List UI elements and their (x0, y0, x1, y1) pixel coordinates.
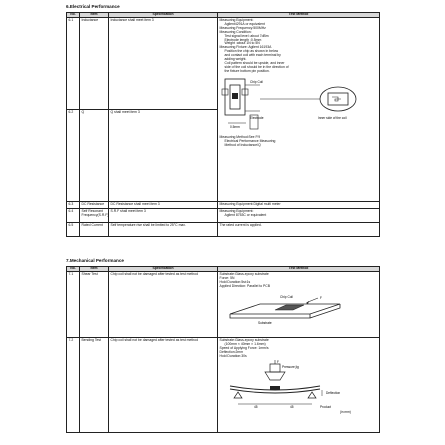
row-spec: DC Resistance shall meet item 3 (109, 202, 218, 209)
row-spec: Inductance shall meet item 3 (109, 18, 218, 110)
col-test-method: Test Method (218, 267, 380, 272)
label-pressure-jig: Pressure jig (281, 364, 299, 369)
shear-test-diagram (220, 290, 350, 326)
row-item: Self Resonant Frequency(S.R.F) (80, 209, 109, 223)
row-test-method (218, 209, 380, 223)
label-chip-coil: Chip Coil (249, 79, 263, 84)
method-line: Force: 5N (219, 275, 235, 280)
row-test-method: Measuring Equipment:Digital multi meter (218, 202, 380, 209)
mechanical-performance-table (66, 266, 380, 433)
inductance-fixture-diagram (220, 75, 370, 135)
row-item: Inductance (80, 18, 109, 110)
method-line: side of the coil should be in the direction of (224, 64, 289, 69)
method-line: Measuring Equipment: (219, 18, 254, 22)
method-line: Measuring Frequency:500MHz (219, 25, 266, 30)
section-title-electrical: 6.Electrical Performance (66, 4, 120, 9)
method-line: Measuring Fixture: Agilent 16193A (219, 45, 272, 50)
method-line: Speed of Applying Force: 1mm/s (219, 345, 269, 350)
col-specification: Specification (109, 13, 218, 18)
row-item: Shear Test (80, 272, 109, 338)
electrical-performance-table (66, 12, 380, 237)
row-spec: Self temperature rise shall be limited to 25°C max. (109, 223, 218, 237)
col-specification: Specification (109, 267, 218, 272)
table-row (67, 338, 380, 433)
label-product: Product (319, 404, 331, 409)
label-inner-side: Inner side of the coil (317, 115, 347, 120)
row-spec: Q shall meet item 3 (109, 110, 218, 202)
row-no: 6.2 (67, 110, 80, 202)
method-line: and contact coil with each terminal by (224, 53, 281, 58)
label-electrode: Electrode (249, 115, 263, 120)
section-title-mechanical: 7.Mechanical Performance (66, 258, 124, 263)
table-row (67, 223, 380, 237)
row-no: 7.2 (67, 338, 80, 433)
method-line: Agilent 8753C or equivalent (224, 212, 267, 217)
method-line: the fixture bottom pin position. (224, 68, 270, 73)
row-item: Rated Current (80, 223, 109, 237)
method-line: Applied Direction: Parallel to PCB (219, 283, 271, 288)
method-line: Substrate:Glass-epoxy substrate (219, 338, 269, 342)
row-item: DC Resistance (80, 202, 109, 209)
table-row (67, 272, 380, 338)
method-line: adding weight. (224, 57, 247, 62)
col-test-method: Test Method (218, 13, 380, 18)
col-no: No. (67, 267, 80, 272)
method-line: Substrate:Glass-epoxy substrate (219, 272, 269, 276)
row-spec: Chip coil shall not be damaged after tested as test method (109, 338, 218, 433)
col-item: Item (80, 267, 109, 272)
col-no: No. (67, 13, 80, 18)
row-no: 6.1 (67, 18, 80, 110)
table-row (67, 202, 380, 209)
method-line: Hold Duration:5s±1s (219, 279, 251, 284)
row-no: 7.1 (67, 272, 80, 338)
method-line: Coil pattern should be upside, and inner (224, 60, 285, 65)
label-unit: (in mm) (339, 409, 351, 414)
label-force: F (319, 295, 322, 300)
row-no: 6.3 (67, 202, 80, 209)
col-item: Item (80, 13, 109, 18)
row-item: Q (80, 110, 109, 202)
table-row (67, 18, 380, 110)
row-spec: Chip coil shall not be damaged after tested as test method (109, 272, 218, 338)
method-line: Measuring Equipment: (219, 209, 254, 213)
row-no: 6.5 (67, 223, 80, 237)
label-chip-coil: Chip Coil (279, 294, 293, 299)
row-test-method (218, 272, 380, 338)
method-line: Electrical Performance Measuring (224, 138, 276, 143)
method-line: (100mm × 40mm × 1.6mm) (224, 341, 266, 346)
method-line: Method of Inductance/Q (224, 142, 261, 147)
method-line: Weight :about 1N to 5N (224, 41, 260, 46)
method-line: Deflection:2mm (219, 349, 244, 354)
bending-test-diagram (220, 360, 370, 416)
row-test-method (218, 18, 380, 202)
method-line: Measuring Condition: (219, 29, 252, 34)
row-item: Bending Test (80, 338, 109, 433)
method-line: Test signal level :about 7dBm (224, 33, 269, 38)
label-substrate: Substrate (257, 320, 272, 325)
method-line: Electrode length :0.5mm (224, 37, 262, 42)
row-no: 6.4 (67, 209, 80, 223)
label-dimension-45-right: 45 (289, 404, 294, 409)
row-test-method (218, 338, 380, 433)
table-row (67, 209, 380, 223)
label-force: F (276, 359, 279, 364)
method-line: Position the chip as shown in below (224, 49, 279, 54)
label-dimension-45-left: 45 (253, 404, 258, 409)
row-test-method: The rated current is applied. (218, 223, 380, 237)
label-deflection: Deflection (325, 390, 340, 395)
method-line: Measuring Method:See P.9 (219, 134, 261, 139)
row-spec: S.R.F shall meet item 3 (109, 209, 218, 223)
label-dimension: 0.5mm (229, 124, 240, 129)
method-line: Agilent4291A or equivalent (224, 21, 265, 26)
method-line: Hold Duration:30s (219, 353, 247, 358)
